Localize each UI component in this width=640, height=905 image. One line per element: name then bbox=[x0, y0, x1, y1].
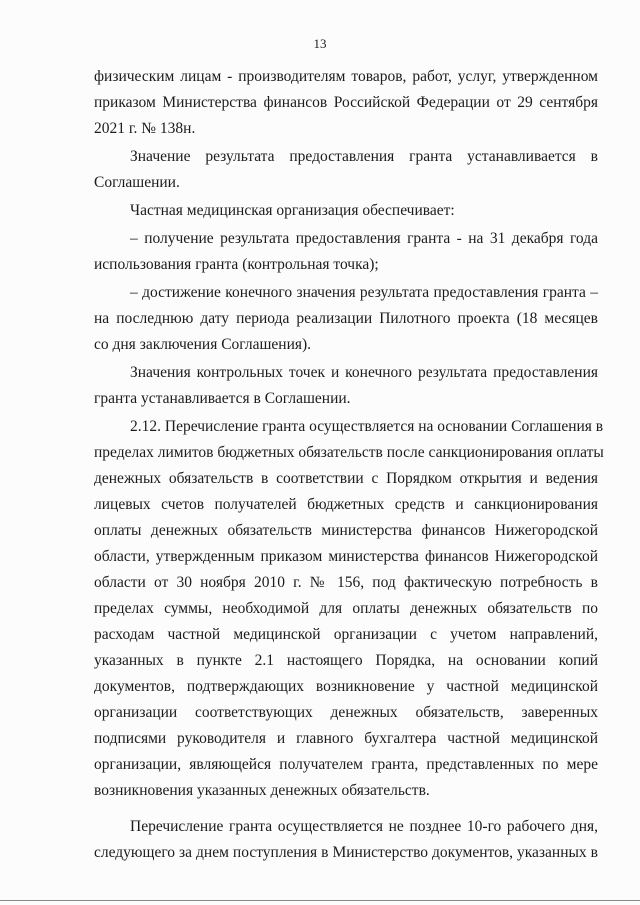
page-bottom-edge bbox=[0, 900, 640, 901]
text-line: Значения контрольных точек и конечного результата предоставления bbox=[130, 364, 598, 381]
text-line: лицевых счетов получателей бюджетных средств и санкционирования bbox=[94, 496, 598, 513]
text-line: денежных обязательств в соответствии с Порядком открытия и ведения bbox=[94, 470, 598, 487]
text-line: гранта устанавливается в Соглашении. bbox=[94, 390, 351, 407]
text-line: Перечисление гранта осуществляется не позднее 10-го рабочего дня, bbox=[130, 818, 598, 835]
text-line: области, утвержденным приказом министерства финансов Нижегородской bbox=[94, 548, 598, 565]
text-line: организации соответствующих денежных обязательств, заверенных bbox=[94, 704, 598, 721]
text-line: указанных в пункте 2.1 настоящего Порядка, на основании копий bbox=[94, 652, 598, 669]
text-line: – достижение конечного значения результата предоставления гранта – bbox=[130, 284, 598, 301]
text-line: на последнюю дату периода реализации Пилотного проекта (18 месяцев bbox=[94, 310, 598, 327]
text-line: пределах суммы, необходимой для оплаты денежных обязательств по bbox=[94, 600, 598, 617]
paragraph-result-value bbox=[94, 144, 598, 196]
paragraph-transfer-deadline bbox=[94, 814, 598, 866]
paragraph-section-2-12 bbox=[94, 414, 604, 804]
text-line: области от 30 ноября 2010 г. № 156, под фактическую потребность в bbox=[94, 574, 598, 591]
text-line: использования гранта (контрольная точка); bbox=[94, 256, 379, 273]
paragraph-organization-provides bbox=[94, 198, 598, 224]
text-line: оплаты денежных обязательств министерства финансов Нижегородской bbox=[94, 522, 598, 539]
text-line: возникновения указанных денежных обязательств. bbox=[94, 782, 430, 799]
paragraph-final-value bbox=[94, 280, 598, 358]
text-line: расходам частной медицинской организации с учетом направлений, bbox=[94, 626, 598, 643]
document-body bbox=[94, 64, 604, 866]
paragraph-order-reference bbox=[94, 64, 598, 142]
text-line: – получение результата предоставления гранта - на 31 декабря года bbox=[130, 230, 598, 247]
text-line: организации, являющейся получателем гранта, представленных по мере bbox=[94, 756, 598, 773]
paragraph-checkpoint-values bbox=[94, 360, 598, 412]
text-line: физическим лицам - производителям товаров, работ, услуг, утвержденном bbox=[94, 68, 598, 85]
text-line: следующего за днем поступления в Министерство документов, указанных в bbox=[94, 844, 598, 861]
text-line: Соглашении. bbox=[94, 174, 180, 191]
text-line: Значение результата предоставления гранта устанавливается в bbox=[130, 148, 598, 165]
text-line: пределах лимитов бюджетных обязательств после санкционирования оплаты bbox=[94, 444, 604, 461]
text-line: документов, подтверждающих возникновение у частной медицинской bbox=[94, 678, 598, 695]
text-line: Частная медицинская организация обеспечивает: bbox=[130, 202, 455, 219]
paragraph-checkpoint bbox=[94, 226, 598, 278]
page-number: 13 bbox=[313, 36, 327, 51]
text-line: подписями руководителя и главного бухгалтера частной медицинской bbox=[94, 730, 598, 747]
text-line: 2021 г. № 138н. bbox=[94, 120, 196, 137]
text-line: 2.12. Перечисление гранта осуществляется на основании Соглашения в bbox=[130, 418, 604, 435]
text-line: со дня заключения Соглашения). bbox=[94, 336, 312, 353]
text-line: приказом Министерства финансов Российской Федерации от 29 сентября bbox=[94, 94, 598, 111]
